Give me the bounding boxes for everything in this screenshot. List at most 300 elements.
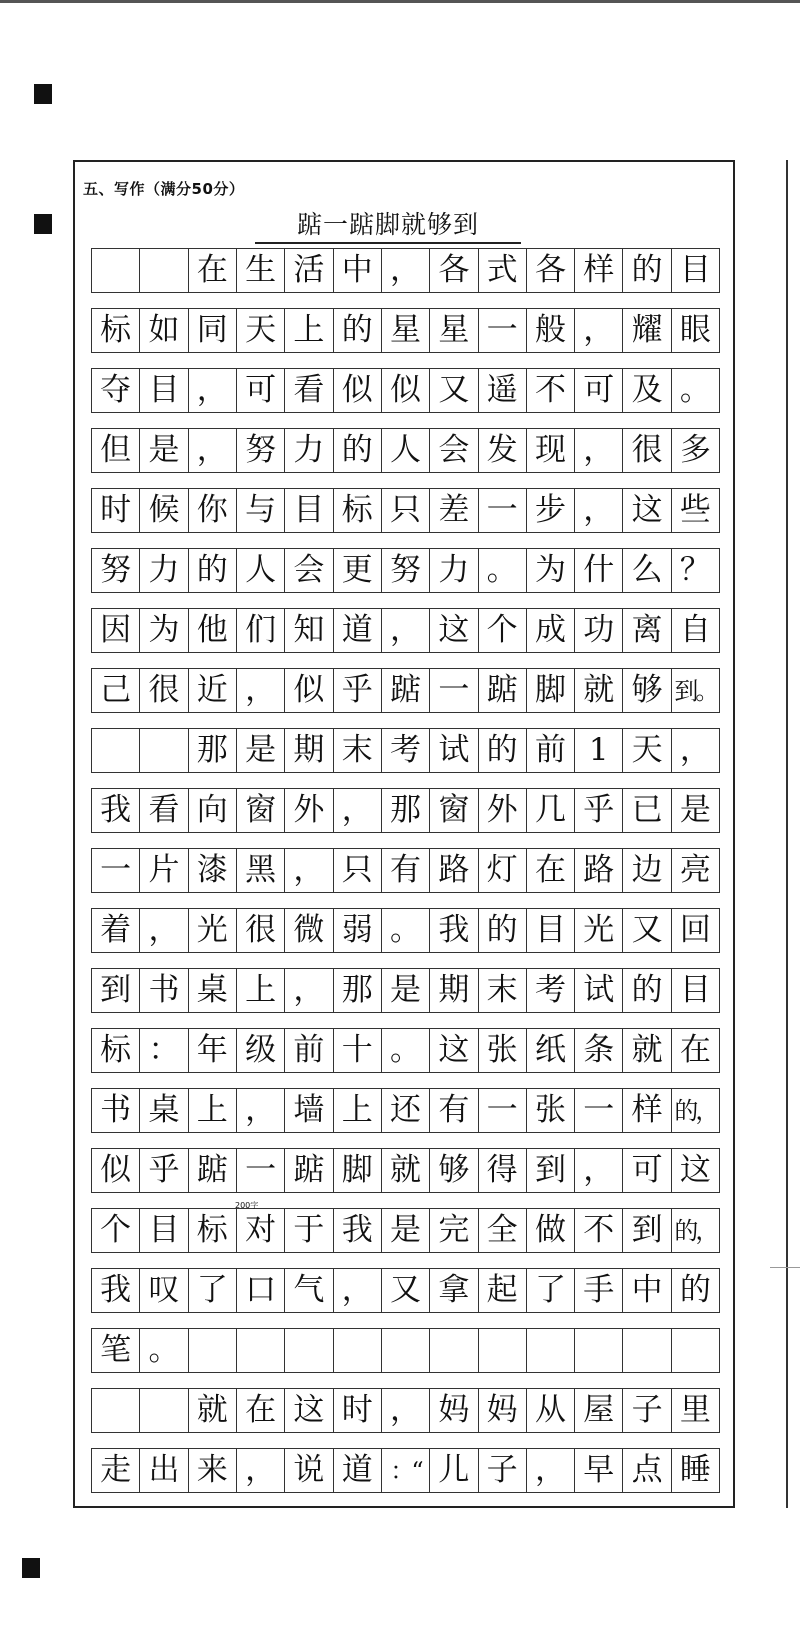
grid-cell: 道 — [334, 1449, 382, 1492]
grid-cell: 1 — [575, 729, 623, 772]
grid-cell: 试 — [430, 729, 478, 772]
grid-cell: 考 — [527, 969, 575, 1012]
grid-cell: 耀 — [623, 309, 671, 352]
grid-cell: 很 — [237, 909, 285, 952]
grid-cell: 漆 — [189, 849, 237, 892]
grid-cell: 考 — [382, 729, 430, 772]
grid-cell: 有 — [382, 849, 430, 892]
grid-cell: 笔 — [92, 1329, 140, 1372]
grid-cell: 条 — [575, 1029, 623, 1072]
grid-cell: 这 — [679, 1152, 711, 1188]
grid-cell: 外 — [285, 789, 333, 832]
grid-row — [91, 968, 720, 1013]
grid-cell: 们 — [237, 609, 285, 652]
grid-cell: 如 — [140, 309, 188, 352]
grid-cell: 可 — [623, 1149, 671, 1192]
grid-cell: 墙 — [285, 1089, 333, 1132]
grid-cell: 就 — [575, 669, 623, 712]
grid-cell: 你 — [189, 489, 237, 532]
grid-cell: 遥 — [479, 369, 527, 412]
grid-cell: 点 — [623, 1449, 671, 1492]
grid-cell: 光 — [189, 909, 237, 952]
grid-cell: 又 — [382, 1269, 430, 1312]
grid-cell: 向 — [189, 789, 237, 832]
grid-cell: 够 — [430, 1149, 478, 1192]
grid-cell: 子 — [623, 1389, 671, 1432]
grid-cell: 手 — [575, 1269, 623, 1312]
grid-cell: 乎 — [140, 1149, 188, 1192]
grid-cell: ， — [575, 1149, 623, 1192]
grid-cell: 目 — [140, 369, 188, 412]
grid-row — [91, 848, 720, 893]
grid-cell: 为 — [527, 549, 575, 592]
grid-cell: 差 — [430, 489, 478, 532]
grid-cell: 。 — [479, 549, 527, 592]
registration-mark — [34, 84, 52, 104]
grid-cell: 看 — [140, 789, 188, 832]
answer-sheet — [73, 160, 735, 1508]
grid-cell — [285, 1329, 333, 1372]
grid-cell: 睡 — [679, 1452, 711, 1488]
grid-cell: 些 — [679, 492, 711, 528]
grid-cell: 期 — [430, 969, 478, 1012]
grid-cell: 目 — [527, 909, 575, 952]
grid-cell: 张 — [527, 1089, 575, 1132]
grid-cell: 己 — [92, 669, 140, 712]
grid-cell: 道 — [334, 609, 382, 652]
grid-cell: 更 — [334, 549, 382, 592]
grid-cell: 似 — [334, 369, 382, 412]
grid-row — [91, 308, 720, 353]
grid-cell: 到 — [92, 969, 140, 1012]
grid-cell: 他 — [189, 609, 237, 652]
grid-cell: 灯 — [479, 849, 527, 892]
grid-cell: 目 — [679, 252, 711, 288]
grid-cell: ， — [334, 789, 382, 832]
grid-cell: 得 — [479, 1149, 527, 1192]
grid-cell: 在 — [679, 1032, 711, 1068]
grid-cell: 上 — [237, 969, 285, 1012]
grid-cell: 在 — [527, 849, 575, 892]
grid-cell: 十 — [334, 1029, 382, 1072]
grid-cell: 完 — [430, 1209, 478, 1252]
grid-cell: 与 — [237, 489, 285, 532]
grid-cell — [237, 1329, 285, 1372]
grid-cell: 来 — [189, 1449, 237, 1492]
grid-cell: 说 — [285, 1449, 333, 1492]
grid-cell: 期 — [285, 729, 333, 772]
grid-cell: 气 — [285, 1269, 333, 1312]
grid-row — [91, 608, 720, 653]
grid-cell: 纸 — [527, 1029, 575, 1072]
grid-cell: 中 — [334, 249, 382, 292]
grid-cell — [430, 1329, 478, 1372]
grid-cell: 级 — [237, 1029, 285, 1072]
grid-cell: 力 — [430, 549, 478, 592]
grid-cell: 目 — [285, 489, 333, 532]
grid-row — [91, 1088, 720, 1133]
grid-cell: 前 — [285, 1029, 333, 1072]
grid-cell: 上 — [334, 1089, 382, 1132]
grid-cell: 踮 — [285, 1149, 333, 1192]
grid-row — [91, 1448, 720, 1493]
grid-cell: 试 — [575, 969, 623, 1012]
grid-cell: 儿 — [430, 1449, 478, 1492]
grid-cell: 似 — [92, 1149, 140, 1192]
grid-cell: 黑 — [237, 849, 285, 892]
grid-cell — [334, 1329, 382, 1372]
grid-cell: 及 — [623, 369, 671, 412]
grid-cell: 桌 — [140, 1089, 188, 1132]
grid-cell: 是 — [382, 969, 430, 1012]
grid-cell: ？ — [679, 552, 711, 588]
grid-cell: 片 — [140, 849, 188, 892]
grid-cell: 我 — [334, 1209, 382, 1252]
grid-cell: ， — [679, 732, 711, 768]
grid-cell: 样 — [623, 1089, 671, 1132]
grid-cell: 功 — [575, 609, 623, 652]
grid-cell: 的 — [334, 429, 382, 472]
grid-cell: ， — [382, 609, 430, 652]
grid-row — [91, 788, 720, 833]
grid-cell: 。 — [382, 1029, 430, 1072]
grid-cell: 活 — [285, 249, 333, 292]
grid-cell: 只 — [382, 489, 430, 532]
grid-cell: 但 — [92, 429, 140, 472]
grid-row — [91, 1328, 720, 1373]
grid-cell: 力 — [140, 549, 188, 592]
grid-cell: 于 — [285, 1209, 333, 1252]
grid-cell: 因 — [92, 609, 140, 652]
grid-cell: 这 — [430, 1029, 478, 1072]
grid-cell: 到。 — [674, 676, 717, 705]
grid-cell: 脚 — [527, 669, 575, 712]
grid-cell: 拿 — [430, 1269, 478, 1312]
grid-cell — [140, 1389, 188, 1432]
grid-cell — [140, 249, 188, 292]
grid-cell: 努 — [92, 549, 140, 592]
grid-cell — [92, 1389, 140, 1432]
grid-cell: 上 — [285, 309, 333, 352]
grid-cell: 同 — [189, 309, 237, 352]
grid-cell: ， — [285, 849, 333, 892]
grid-row — [91, 728, 720, 773]
grid-cell: 很 — [140, 669, 188, 712]
grid-cell: 什 — [575, 549, 623, 592]
grid-cell: ， — [189, 429, 237, 472]
grid-cell: 叹 — [140, 1269, 188, 1312]
grid-cell — [382, 1329, 430, 1372]
grid-cell: 里 — [679, 1392, 711, 1428]
grid-cell: 够 — [623, 669, 671, 712]
grid-cell: ， — [189, 369, 237, 412]
grid-cell: 似 — [382, 369, 430, 412]
grid-cell: 一 — [237, 1149, 285, 1192]
grid-cell: ：“ — [382, 1449, 430, 1492]
grid-cell: 的， — [674, 1096, 717, 1125]
grid-cell — [140, 729, 188, 772]
grid-cell: 天 — [623, 729, 671, 772]
grid-cell: 的 — [679, 1272, 711, 1308]
word-count-marker: 200字 — [235, 1201, 259, 1210]
writing-grid — [91, 248, 720, 1508]
grid-cell: 会 — [285, 549, 333, 592]
grid-row — [91, 488, 720, 533]
grid-cell — [575, 1329, 623, 1372]
grid-cell: 光 — [575, 909, 623, 952]
grid-cell: ， — [237, 1449, 285, 1492]
grid-cell: 人 — [382, 429, 430, 472]
grid-cell: 末 — [479, 969, 527, 1012]
grid-cell: 努 — [237, 429, 285, 472]
grid-cell: 的 — [623, 249, 671, 292]
grid-row — [91, 368, 720, 413]
grid-cell: 会 — [430, 429, 478, 472]
grid-cell — [527, 1329, 575, 1372]
grid-cell: 年 — [189, 1029, 237, 1072]
grid-cell: 的， — [674, 1216, 717, 1245]
registration-mark — [22, 1558, 40, 1578]
grid-cell: 我 — [92, 789, 140, 832]
grid-cell: 自 — [679, 612, 711, 648]
grid-cell: 边 — [623, 849, 671, 892]
grid-cell: 般 — [527, 309, 575, 352]
grid-cell: 口 — [237, 1269, 285, 1312]
registration-mark — [34, 214, 52, 234]
grid-cell: 个 — [92, 1209, 140, 1252]
grid-cell: 妈 — [430, 1389, 478, 1432]
grid-cell: 。 — [140, 1329, 188, 1372]
grid-cell: 的 — [623, 969, 671, 1012]
grid-cell: 候 — [140, 489, 188, 532]
grid-cell: 力 — [285, 429, 333, 472]
grid-cell: 中 — [623, 1269, 671, 1312]
grid-cell: 书 — [92, 1089, 140, 1132]
grid-cell: 对 — [237, 1209, 285, 1252]
grid-cell: 了 — [527, 1269, 575, 1312]
grid-cell: 标 — [92, 1029, 140, 1072]
grid-cell: 回 — [679, 912, 711, 948]
grid-cell — [189, 1329, 237, 1372]
grid-row — [91, 548, 720, 593]
grid-cell: ， — [575, 309, 623, 352]
grid-cell: 一 — [430, 669, 478, 712]
grid-cell: 在 — [237, 1389, 285, 1432]
grid-cell: 出 — [140, 1449, 188, 1492]
grid-cell: 式 — [479, 249, 527, 292]
grid-cell: 步 — [527, 489, 575, 532]
grid-cell: 夺 — [92, 369, 140, 412]
grid-cell: 的 — [334, 309, 382, 352]
grid-cell: 路 — [575, 849, 623, 892]
grid-cell: 标 — [92, 309, 140, 352]
grid-cell: 这 — [430, 609, 478, 652]
essay-title: 踮一踮脚就够到 — [255, 208, 521, 244]
grid-cell: 那 — [334, 969, 382, 1012]
grid-cell: 就 — [189, 1389, 237, 1432]
grid-cell: 已 — [623, 789, 671, 832]
grid-cell: 人 — [237, 549, 285, 592]
grid-cell: 个 — [479, 609, 527, 652]
grid-row — [91, 1208, 720, 1253]
grid-cell: 那 — [189, 729, 237, 772]
grid-cell: 上 — [189, 1089, 237, 1132]
grid-cell: 知 — [285, 609, 333, 652]
grid-cell: 脚 — [334, 1149, 382, 1192]
grid-cell: 一 — [479, 1089, 527, 1132]
grid-cell: 这 — [623, 489, 671, 532]
grid-cell: 乎 — [334, 669, 382, 712]
grid-cell: 路 — [430, 849, 478, 892]
grid-cell: 还 — [382, 1089, 430, 1132]
grid-cell: ， — [382, 249, 430, 292]
grid-cell: 从 — [527, 1389, 575, 1432]
grid-cell: 不 — [575, 1209, 623, 1252]
grid-cell: 起 — [479, 1269, 527, 1312]
grid-cell: 很 — [623, 429, 671, 472]
grid-cell: 微 — [285, 909, 333, 952]
scan-top-border — [0, 0, 800, 3]
grid-cell: 踮 — [479, 669, 527, 712]
grid-cell: 各 — [527, 249, 575, 292]
grid-cell: 这 — [285, 1389, 333, 1432]
grid-cell: 努 — [382, 549, 430, 592]
grid-cell: 子 — [479, 1449, 527, 1492]
grid-cell: 是 — [382, 1209, 430, 1252]
grid-cell: 时 — [92, 489, 140, 532]
grid-cell — [92, 249, 140, 292]
grid-cell: 末 — [334, 729, 382, 772]
grid-cell: 。 — [679, 372, 711, 408]
grid-cell: 又 — [623, 909, 671, 952]
grid-cell: 一 — [479, 309, 527, 352]
grid-cell: ， — [285, 969, 333, 1012]
grid-cell: ， — [237, 669, 285, 712]
grid-row — [91, 908, 720, 953]
grid-cell: 早 — [575, 1449, 623, 1492]
grid-cell: 多 — [679, 432, 711, 468]
grid-cell: 弱 — [334, 909, 382, 952]
grid-cell: 是 — [140, 429, 188, 472]
grid-cell: 成 — [527, 609, 575, 652]
grid-cell: 目 — [679, 972, 711, 1008]
grid-cell: 着 — [92, 909, 140, 952]
grid-cell: 妈 — [479, 1389, 527, 1432]
grid-cell: 似 — [285, 669, 333, 712]
grid-cell: 到 — [623, 1209, 671, 1252]
grid-row — [91, 1388, 720, 1433]
grid-cell: 标 — [334, 489, 382, 532]
grid-cell — [479, 1329, 527, 1372]
grid-cell: 一 — [575, 1089, 623, 1132]
grid-cell: 星 — [430, 309, 478, 352]
grid-cell: 几 — [527, 789, 575, 832]
grid-cell: 目 — [140, 1209, 188, 1252]
grid-cell: 发 — [479, 429, 527, 472]
grid-cell: ， — [237, 1089, 285, 1132]
grid-cell: 生 — [237, 249, 285, 292]
grid-cell: ， — [575, 429, 623, 472]
grid-cell: 是 — [237, 729, 285, 772]
grid-cell: 就 — [382, 1149, 430, 1192]
grid-cell: 为 — [140, 609, 188, 652]
grid-cell: 在 — [189, 249, 237, 292]
grid-cell: 全 — [479, 1209, 527, 1252]
grid-cell: 窗 — [430, 789, 478, 832]
grid-cell: 我 — [92, 1269, 140, 1312]
grid-cell — [623, 1329, 671, 1372]
grid-cell: 窗 — [237, 789, 285, 832]
grid-cell: 就 — [623, 1029, 671, 1072]
grid-cell: 乎 — [575, 789, 623, 832]
grid-cell: 有 — [430, 1089, 478, 1132]
grid-cell: 各 — [430, 249, 478, 292]
grid-cell: 是 — [679, 792, 711, 828]
grid-cell: 屋 — [575, 1389, 623, 1432]
grid-cell: 前 — [527, 729, 575, 772]
grid-cell: ， — [527, 1449, 575, 1492]
grid-cell: 。 — [382, 909, 430, 952]
grid-cell: 一 — [479, 489, 527, 532]
adjacent-page-edge — [786, 160, 788, 1508]
grid-cell: 可 — [575, 369, 623, 412]
grid-cell: 了 — [189, 1269, 237, 1312]
grid-cell: 现 — [527, 429, 575, 472]
grid-cell: 一 — [92, 849, 140, 892]
grid-cell: 到 — [527, 1149, 575, 1192]
grid-row — [91, 1148, 720, 1193]
grid-row — [91, 668, 720, 713]
grid-cell: ， — [334, 1269, 382, 1312]
grid-cell: 近 — [189, 669, 237, 712]
grid-cell: ， — [382, 1389, 430, 1432]
grid-cell: 书 — [140, 969, 188, 1012]
grid-cell: 星 — [382, 309, 430, 352]
grid-cell: 眼 — [679, 312, 711, 348]
grid-cell: 天 — [237, 309, 285, 352]
grid-cell: 标 — [189, 1209, 237, 1252]
grid-cell: 张 — [479, 1029, 527, 1072]
grid-cell: 可 — [237, 369, 285, 412]
grid-cell: 样 — [575, 249, 623, 292]
grid-cell: ， — [140, 909, 188, 952]
section-header: 五、写作（满分50分） — [83, 180, 245, 198]
grid-cell: 只 — [334, 849, 382, 892]
grid-cell: ： — [140, 1029, 188, 1072]
grid-cell — [672, 1329, 719, 1372]
grid-cell — [92, 729, 140, 772]
grid-cell: 桌 — [189, 969, 237, 1012]
grid-cell: 时 — [334, 1389, 382, 1432]
adjacent-page-line — [770, 1267, 800, 1268]
grid-cell: ， — [575, 489, 623, 532]
grid-row — [91, 1268, 720, 1313]
grid-cell: 不 — [527, 369, 575, 412]
grid-cell: 么 — [623, 549, 671, 592]
grid-cell: 做 — [527, 1209, 575, 1252]
grid-cell: 的 — [479, 909, 527, 952]
grid-cell: 的 — [479, 729, 527, 772]
grid-row — [91, 428, 720, 473]
grid-cell: 走 — [92, 1449, 140, 1492]
grid-cell: 外 — [479, 789, 527, 832]
grid-row — [91, 1028, 720, 1073]
grid-cell: 又 — [430, 369, 478, 412]
grid-cell: 那 — [382, 789, 430, 832]
grid-row — [91, 248, 720, 293]
grid-cell: 的 — [189, 549, 237, 592]
grid-cell: 我 — [430, 909, 478, 952]
